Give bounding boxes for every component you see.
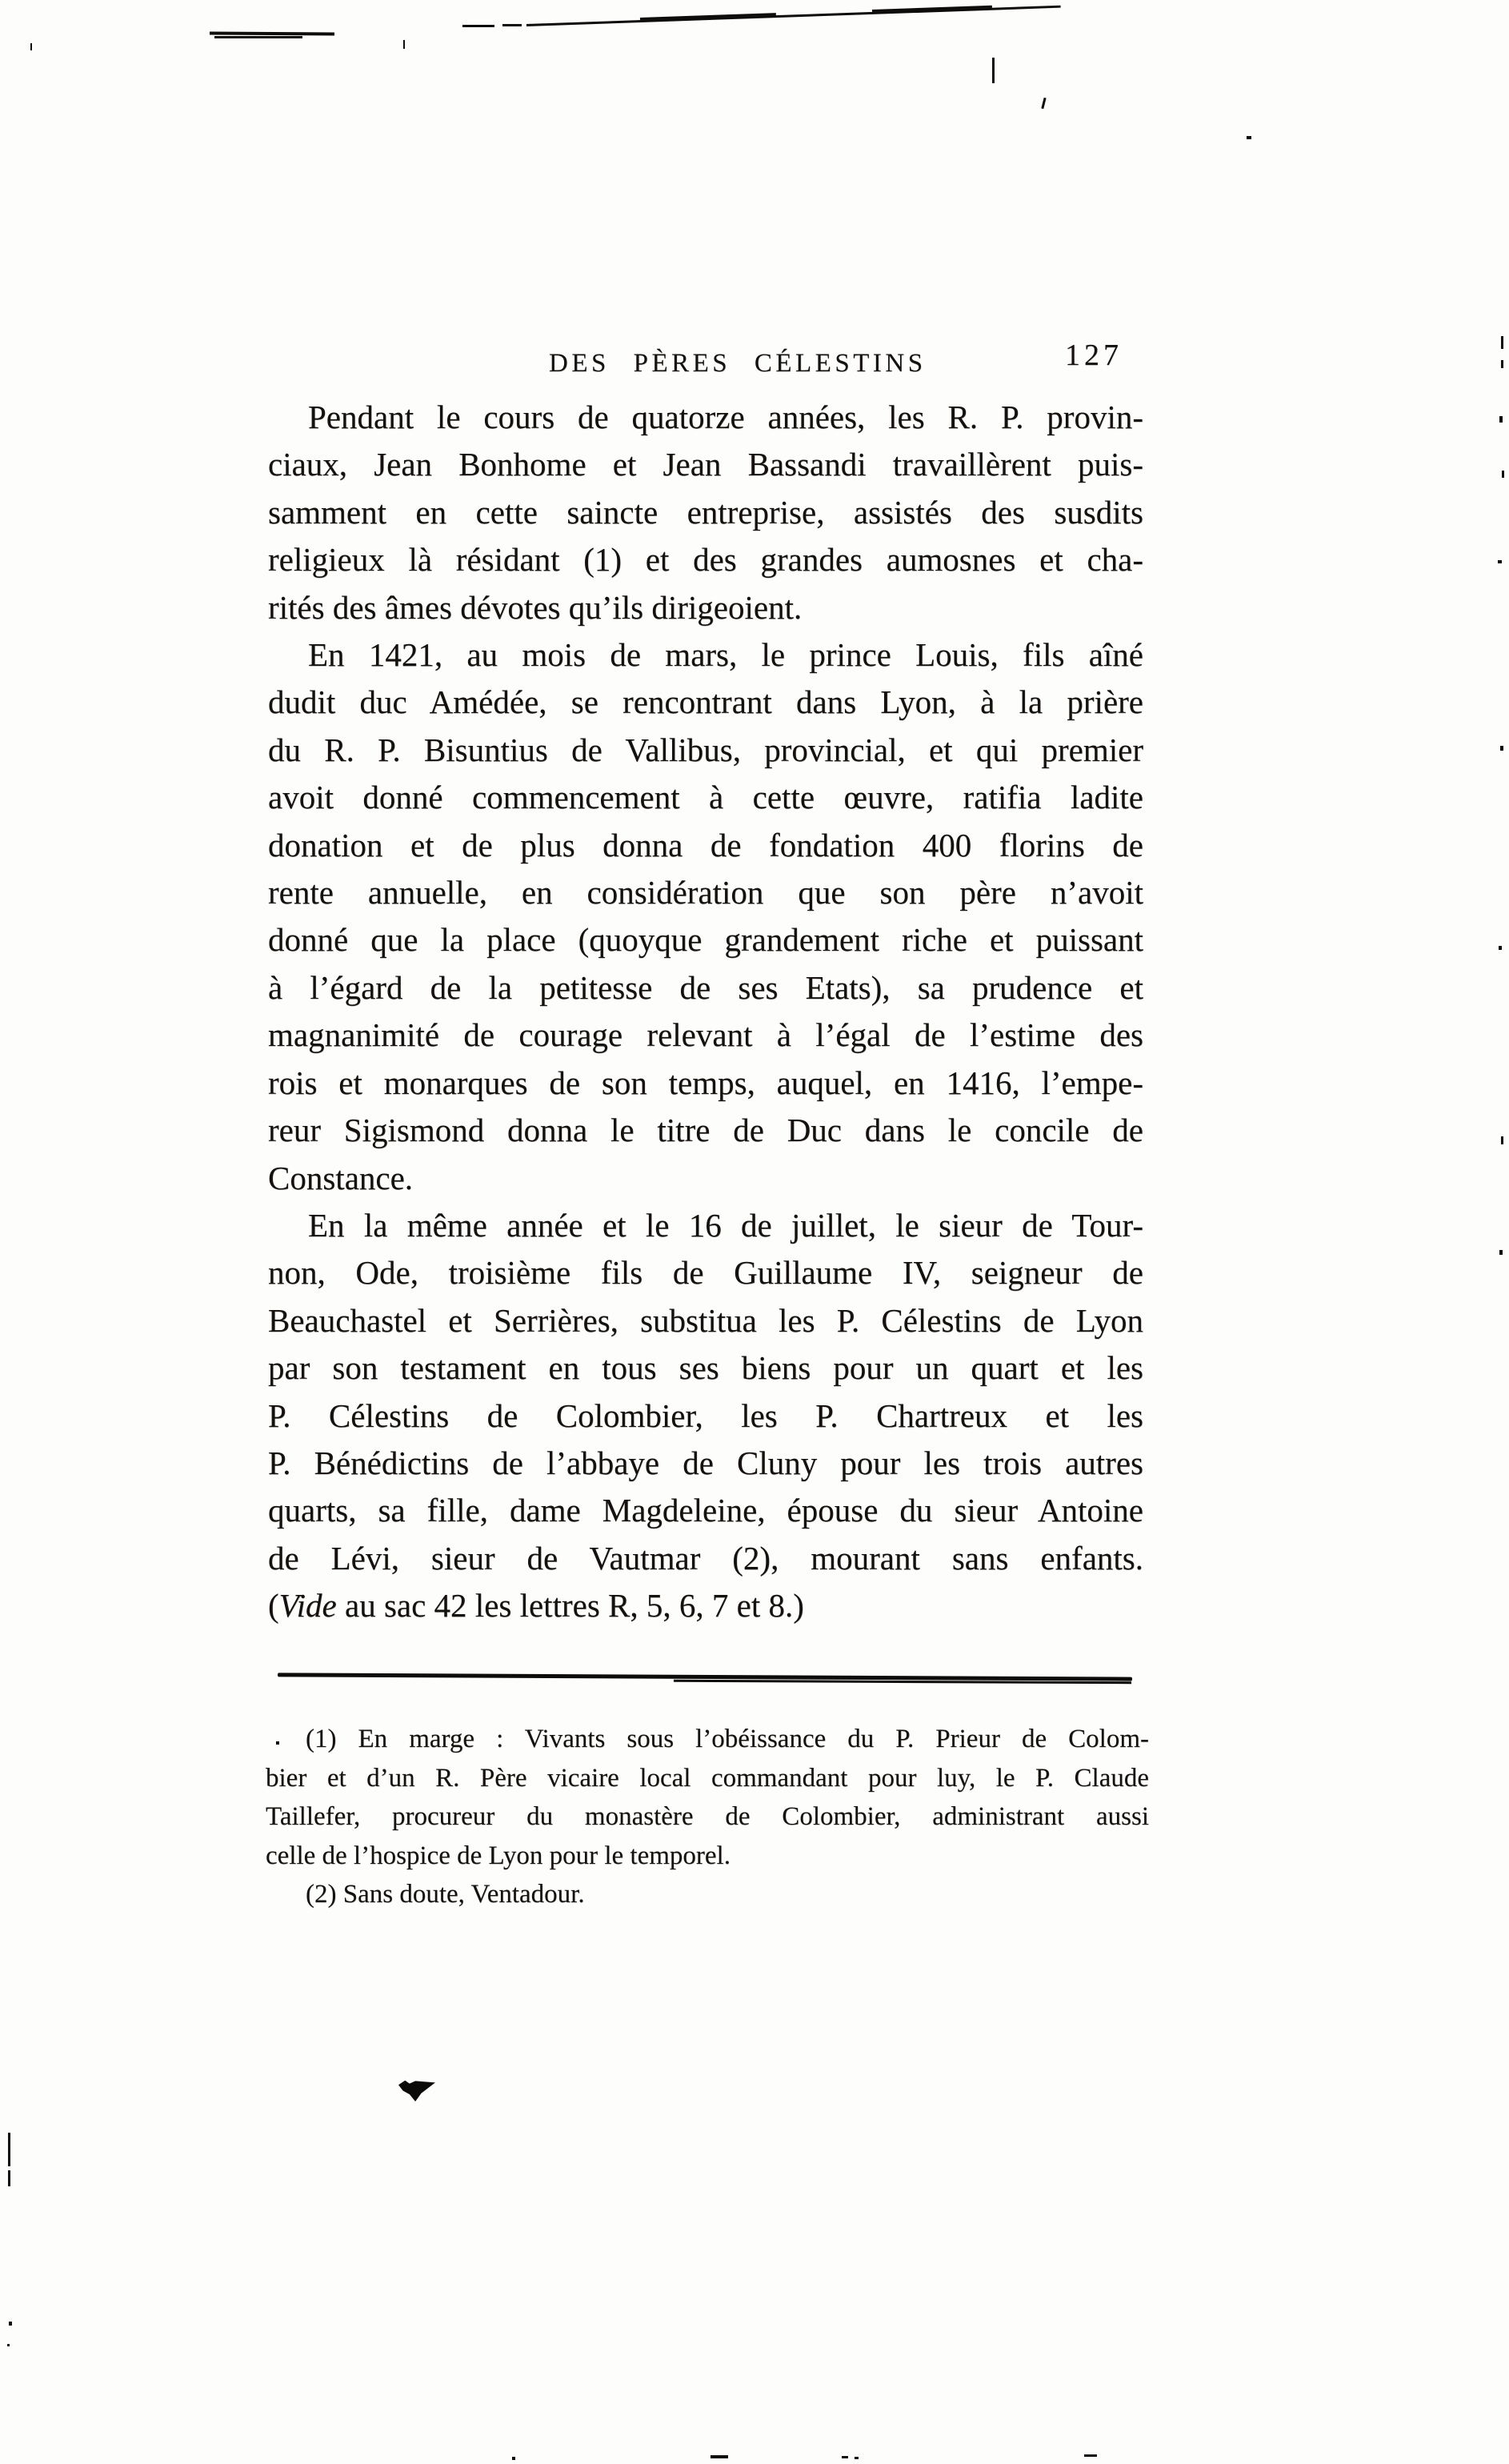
scan-speck [30, 43, 32, 50]
scan-speck [1247, 136, 1251, 139]
scan-speck [842, 2456, 848, 2458]
scan-edge-artifact [214, 36, 302, 38]
scan-speck [7, 2344, 10, 2346]
scan-speck [1501, 336, 1503, 349]
scan-speck [855, 2457, 859, 2459]
text-line: de Lévi, sieur de Vautmar (2), mourant sans enfants. [268, 1539, 1143, 1577]
text-line: En 1421, au mois de mars, le prince Louis, fils aîné [308, 636, 1143, 674]
text-line: rente annuelle, en considération que son père n’avoit [268, 874, 1143, 911]
scan-edge-artifact [872, 6, 992, 14]
text-line: du R. P. Bisuntius de Vallibus, provincial, et qui premier [268, 731, 1143, 768]
text-line: Beauchastel et Serrières, substitua les P. Célestins de Lyon [268, 1301, 1143, 1339]
text-line: bier et d’un R. Père vicaire local commandant pour luy, le P. Claude [266, 1763, 1149, 1793]
scan-edge-artifact [502, 24, 522, 26]
text-line: ciaux, Jean Bonhome et Jean Bassandi travaillèrent puis- [268, 446, 1143, 483]
text-line: rois et monarques de son temps, auquel, en 1416, l’empe- [268, 1064, 1143, 1101]
text-line: quarts, sa fille, dame Magdeleine, épouse du sieur Antoine [268, 1492, 1143, 1529]
text-line: donné que la place (quoyque grandement riche et puissant [268, 921, 1143, 959]
text-line: rités des âmes dévotes qu’ils dirigeoient. [268, 588, 803, 626]
text-line [268, 1582, 1143, 1629]
scan-speck [710, 2455, 728, 2458]
scan-speck [1501, 1136, 1503, 1144]
text-line: religieux là résidant (1) et des grandes aumosnes et cha- [268, 541, 1143, 579]
text-line: à l’égard de la petitesse de ses Etats), sa prudence et [268, 968, 1143, 1006]
scan-speck [1500, 746, 1503, 751]
page-number: 127 [1065, 339, 1123, 372]
scan-speck [403, 40, 405, 49]
scan-speck [8, 2170, 10, 2186]
scan-speck [1499, 416, 1503, 423]
text-line: donation et de plus donna de fondation 400 florins de [268, 826, 1143, 863]
text-line: samment en cette saincte entreprise, assistés des susdits [268, 493, 1143, 531]
scan-speck [1502, 471, 1504, 478]
text-line: Constance. [268, 1159, 414, 1196]
body-text [268, 394, 1143, 1630]
scan-edge-artifact [210, 31, 334, 35]
text-line: Taillefer, procureur du monastère de Colombier, administrant aussi [266, 1802, 1149, 1832]
text-line: avoit donné commencement à cette œuvre, ratifia ladite [268, 779, 1143, 816]
scan-speck [276, 1741, 279, 1745]
scan-speck [512, 2457, 515, 2460]
running-head-title: DES PÈRES CÉLESTINS [549, 349, 927, 378]
text-line: non, Ode, troisième fils de Guillaume IV, seigneur de [268, 1254, 1143, 1292]
text-line: par son testament en tous ses biens pour un quart et les [268, 1349, 1143, 1387]
scan-speck [1041, 98, 1046, 109]
text-line: Pendant le cours de quatorze années, les R. P. provin- [308, 399, 1143, 435]
ink-blot [398, 2076, 435, 2101]
text-line: reur Sigismond donna le titre de Duc dans le concile de [268, 1112, 1143, 1149]
scan-speck [1501, 360, 1503, 368]
text-line: (2) Sans doute, Ventadour. [306, 1880, 585, 1909]
text-fragment: ( [268, 1587, 279, 1625]
scan-speck [8, 2133, 10, 2166]
text-fragment: au sac 42 les lettres R, 5, 6, 7 et 8.) [336, 1587, 804, 1625]
text-line: (1) En marge : Vivants sous l’obéissance du P. Prieur de Colom- [306, 1725, 1149, 1753]
scan-edge-artifact [640, 13, 776, 22]
scan-speck [1499, 1250, 1503, 1255]
scan-edge-artifact [462, 25, 494, 27]
text-line: celle de l’hospice de Lyon pour le temporel. [266, 1841, 730, 1870]
scan-speck [1084, 2454, 1097, 2457]
text-line: En la même année et le 16 de juillet, le sieur de Tour- [308, 1206, 1143, 1244]
text-line: dudit duc Amédée, se rencontrant dans Lyon, à la prière [268, 683, 1143, 721]
footnotes [266, 1720, 1149, 1914]
text-line: P. Célestins de Colombier, les P. Chartreux et les [268, 1396, 1143, 1434]
text-line: P. Bénédictins de l’abbaye de Cluny pour les trois autres [268, 1444, 1143, 1481]
text-line: magnanimité de courage relevant à l’égal de l’estime des [268, 1016, 1143, 1054]
italic-text: Vide [278, 1587, 337, 1625]
scan-speck [9, 2322, 12, 2326]
scan-speck [1498, 560, 1502, 563]
scan-speck [1499, 946, 1502, 950]
scan-speck [992, 58, 995, 83]
